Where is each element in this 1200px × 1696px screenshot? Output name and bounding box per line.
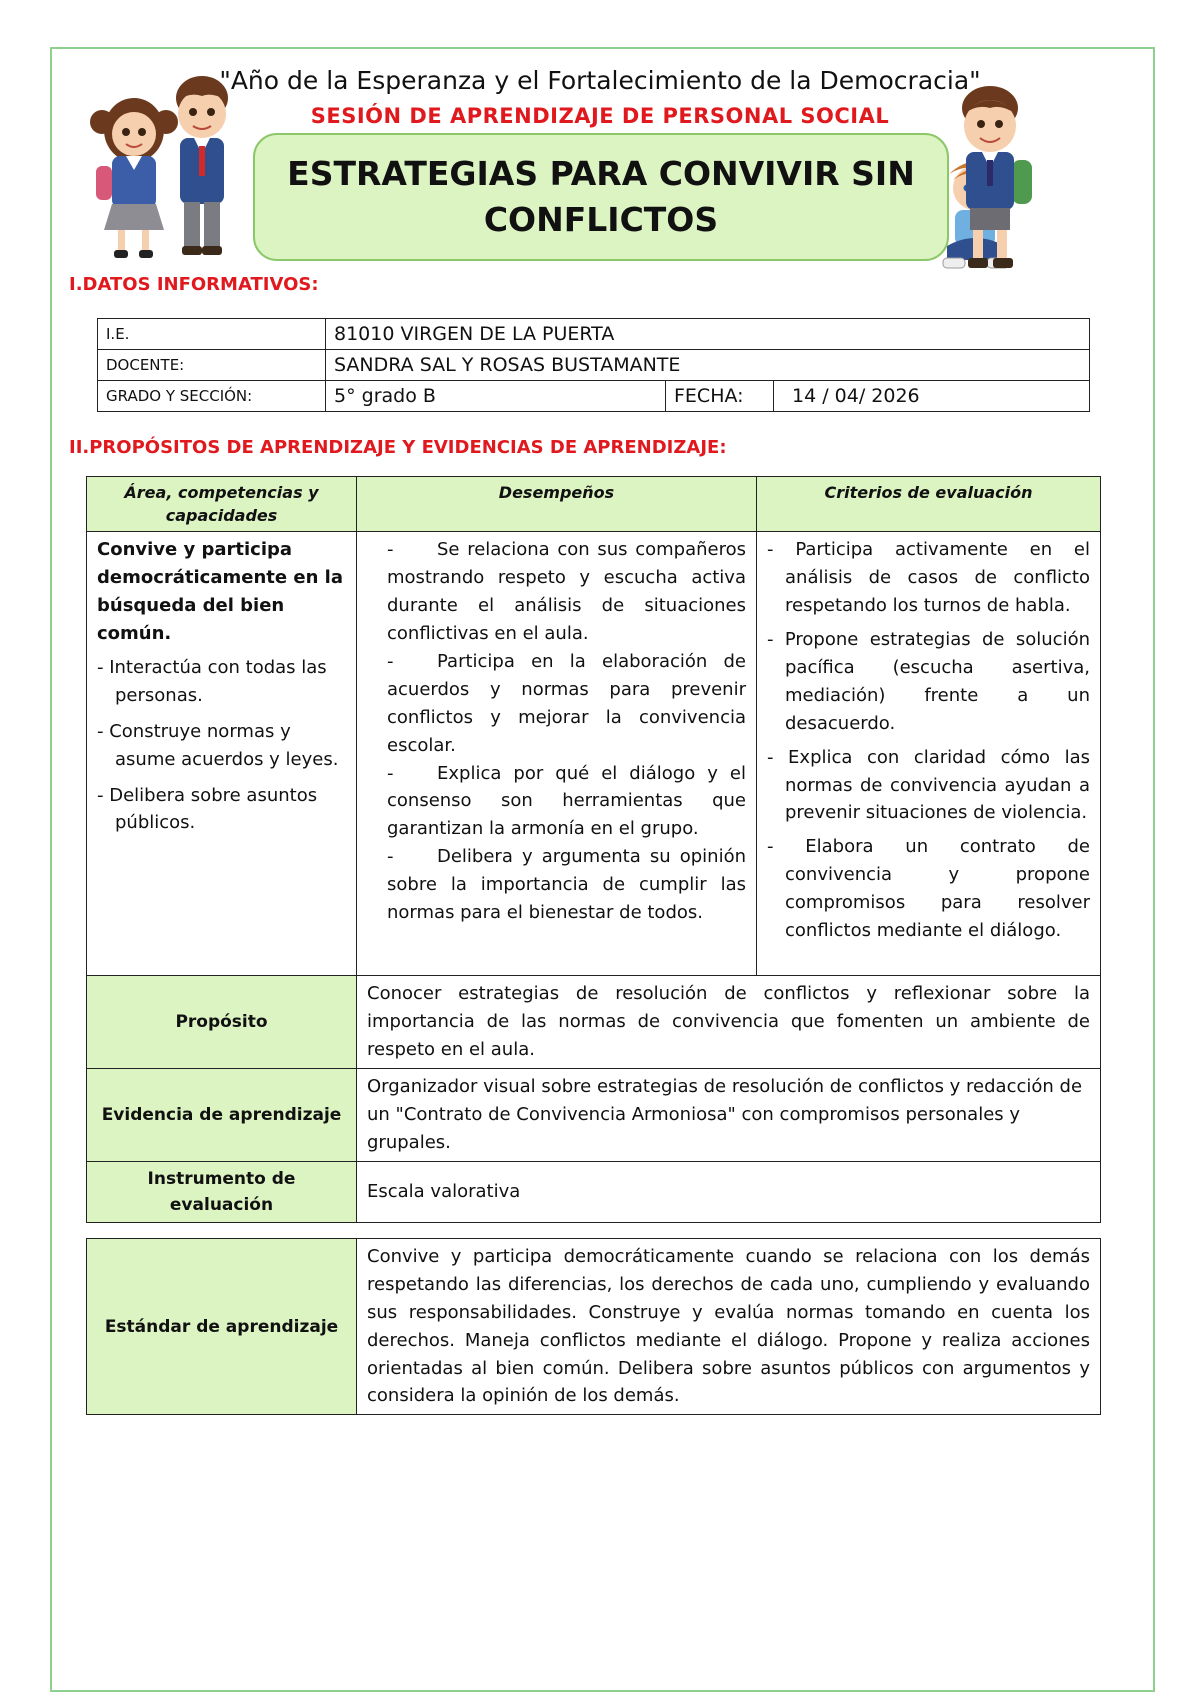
info-table [97,318,1090,412]
list-item: - Explica por qué el diálogo y el consenso son herramientas que garantizan la armonía en el grupo. [387,762,746,840]
criterios-list [767,536,1090,944]
header-area: Área, competencias y capacidades [87,477,357,532]
standard-row [87,1239,1101,1415]
evidencia-label: Evidencia de aprendizaje [87,1069,357,1162]
competence-title: Convive y participa democráticamente en la búsqueda del bien común. [97,539,343,645]
info-row-grado [98,381,1090,412]
list-item: - Participa en la elaboración de acuerdos y normas para prevenir conflictos y mejorar la convivencia escolar. [387,650,746,756]
proposito-label: Propósito [87,976,357,1069]
standard-table [86,1238,1101,1415]
boy-student-illustration [176,76,228,255]
list-item: - Interactúa con todas las personas. [97,654,346,710]
list-item: - Propone estrategias de solución pacífica (escucha asertiva, mediación) frente a un desacuerdo. [767,626,1090,738]
session-title: ESTRATEGIAS PARA CONVIVIR SIN CONFLICTOS [287,154,915,239]
capacidades-list [97,654,346,837]
list-item: - Construye normas y asume acuerdos y leyes. [97,718,346,774]
section-datos-informativos: I.DATOS INFORMATIVOS: [69,274,319,295]
info-row-ie [98,319,1090,350]
proposito-text: Conocer estrategias de resolución de conflictos y reflexionar sobre la importancia de las normas de convivencia que fomenten un ambiente de respeto en el aula. [357,976,1101,1069]
fecha-label: FECHA: [666,381,774,412]
list-item: - Explica con claridad cómo las normas de convivencia ayudan a prevenir situaciones de violencia. [767,744,1090,828]
students-left-illustration [82,70,257,270]
list-item: - Elabora un contrato de convivencia y propone compromisos para resolver conflictos mediante el diálogo. [767,833,1090,945]
instrumento-row [87,1161,1101,1223]
ie-label: I.E. [98,319,326,350]
grado-label: GRADO Y SECCIÓN: [98,381,326,412]
year-motto: "Año de la Esperanza y el Fortalecimiento de la Democracia" [219,66,981,95]
evidencia-text: Organizador visual sobre estrategias de resolución de conflictos y redacción de un "Contrato de Convivencia Armoniosa" con compromisos personales y grupales. [357,1069,1101,1162]
list-item: - Participa activamente en el análisis de casos de conflicto respetando los turnos de habla. [767,536,1090,620]
section-propositos: II.PROPÓSITOS DE APRENDIZAJE Y EVIDENCIAS DE APRENDIZAJE: [69,437,727,458]
estandar-text: Convive y participa democráticamente cuando se relaciona con los demás respetando las diferencias, los derechos de cada uno, cumpliendo y evaluando sus responsabilidades. Construye y evalúa normas tomando en cuenta los derechos. Maneja conflictos mediante el diálogo. Propone y realiza acciones orientadas al bien común. Delibera sobre asuntos públicos con argumentos y considera la opinión de los demás. [357,1239,1101,1415]
session-heading: SESIÓN DE APRENDIZAJE DE PERSONAL SOCIAL [310,104,890,128]
proposito-row [87,976,1101,1069]
girl-student-illustration [90,98,178,258]
competence-cell [87,532,357,976]
instrumento-text: Escala valorativa [357,1161,1101,1223]
estandar-label: Estándar de aprendizaje [87,1239,357,1415]
purposes-table [86,476,1101,1223]
ie-value: 81010 VIRGEN DE LA PUERTA [326,319,1090,350]
session-title-box [253,133,949,261]
header-criterios: Criterios de evaluación [757,477,1101,532]
docente-value: SANDRA SAL Y ROSAS BUSTAMANTE [326,350,1090,381]
instrumento-label: Instrumento de evaluación [87,1161,357,1223]
info-row-docente [98,350,1090,381]
fecha-value: 14 / 04/ 2026 [774,381,1090,412]
list-item: - Delibera sobre asuntos públicos. [97,782,346,838]
desempenos-cell [357,532,757,976]
list-item: - Delibera y argumenta su opinión sobre la importancia de cumplir las normas para el bienestar de todos. [387,846,746,923]
list-item: - Se relaciona con sus compañeros mostrando respeto y escucha activa durante el análisis de situaciones conflictivas en el aula. [387,539,746,645]
docente-label: DOCENTE: [98,350,326,381]
grado-value: 5° grado B [326,381,666,412]
table-header-row [87,477,1101,532]
evidencia-row [87,1069,1101,1162]
competence-row [87,532,1101,976]
criterios-cell [757,532,1101,976]
desempenos-list [387,536,746,926]
header-desempenos: Desempeños [357,477,757,532]
